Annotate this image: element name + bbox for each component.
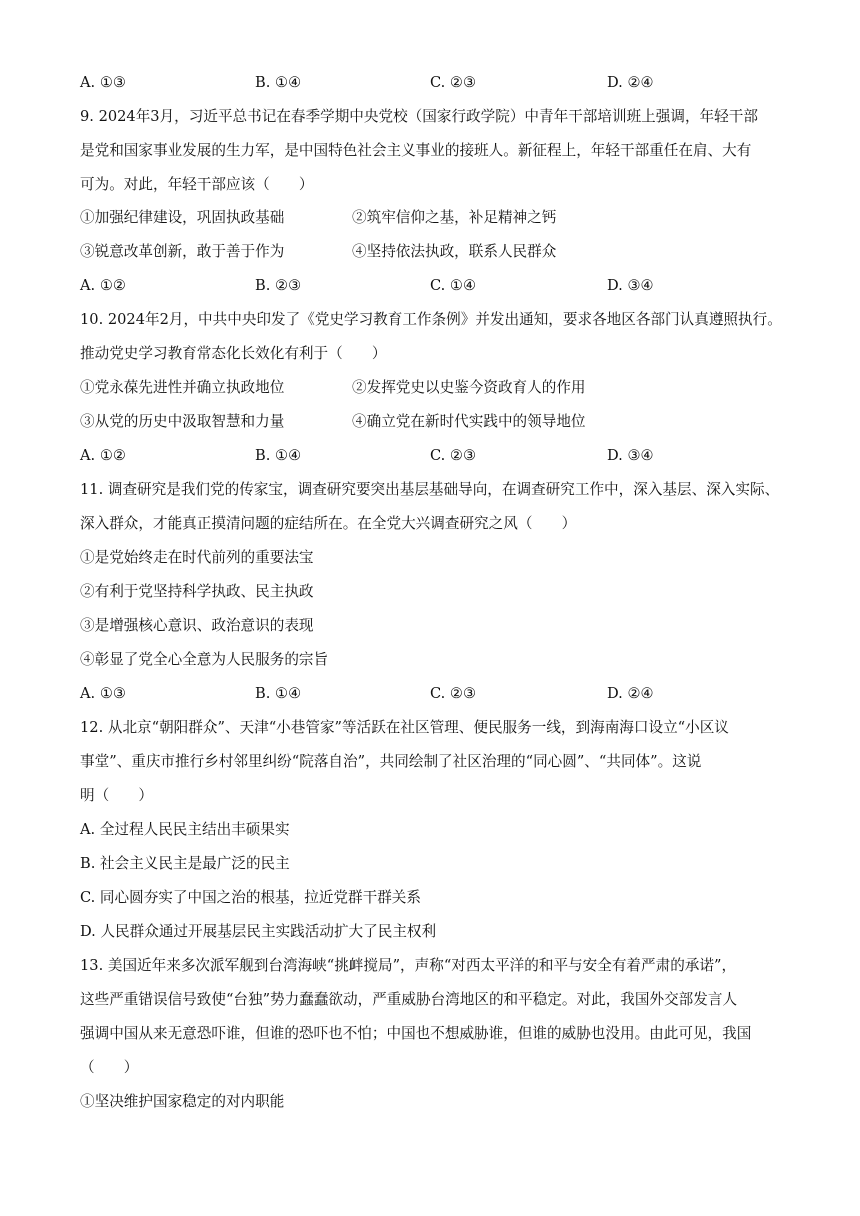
q10-choice-3: ③从党的历史中汲取智慧和力量: [80, 413, 285, 430]
q12-option-b[interactable]: B. 社会主义民主是最广泛的民主: [80, 855, 290, 872]
q8-option-d[interactable]: D. ②④: [607, 74, 654, 91]
q11-choice-1: ①是党始终走在时代前列的重要法宝: [80, 549, 314, 566]
q10-choice-2: ②发挥党史以史鉴今资政育人的作用: [352, 379, 586, 396]
q12-option-a[interactable]: A. 全过程人民民主结出丰硕果实: [80, 821, 290, 838]
q9-stem-line-2: 是党和国家事业发展的生力军，是中国特色社会主义事业的接班人。新征程上，年轻干部重任在肩、大有: [80, 142, 752, 159]
q9-option-d[interactable]: D. ③④: [607, 277, 654, 294]
q10-stem-line-2: 推动党史学习教育常态化长效化有利于（ ）: [80, 345, 387, 362]
q10-stem-line-1: 10. 2024年2月，中共中央印发了《党史学习教育工作条例》并发出通知，要求各地区各部门认真遵照执行。: [80, 311, 782, 328]
q11-choice-3: ③是增强核心意识、政治意识的表现: [80, 617, 314, 634]
q12-option-c[interactable]: C. 同心圆夯实了中国之治的根基，拉近党群干群关系: [80, 889, 421, 906]
q8-option-b[interactable]: B. ①④: [255, 74, 302, 91]
q12-stem-line-3: 明（ ）: [80, 787, 153, 804]
q9-choice-3: ③锐意改革创新，敢于善于作为: [80, 243, 285, 260]
q13-stem-line-3: 强调中国从来无意恐吓谁，但谁的恐吓也不怕；中国也不想威胁谁，但谁的威胁也没用。由此可见，我国: [80, 1025, 752, 1042]
q11-stem-line-2: 深入群众，才能真正摸清问题的症结所在。在全党大兴调查研究之风（ ）: [80, 515, 577, 532]
q9-choice-2: ②筑牢信仰之基，补足精神之钙: [352, 209, 557, 226]
q11-choice-2: ②有利于党坚持科学执政、民主执政: [80, 583, 314, 600]
q11-option-a[interactable]: A. ①③: [80, 685, 126, 702]
q11-stem-line-1: 11. 调查研究是我们党的传家宝，调查研究要突出基层基础导向，在调查研究工作中，深入基层、深入实际、: [80, 481, 780, 498]
q10-option-a[interactable]: A. ①②: [80, 447, 126, 464]
q9-stem-line-1: 9. 2024年3月，习近平总书记在春季学期中央党校（国家行政学院）中青年干部培训班上强调，年轻干部: [80, 108, 758, 125]
q9-choice-1: ①加强纪律建设，巩固执政基础: [80, 209, 285, 226]
q9-choice-4: ④坚持依法执政，联系人民群众: [352, 243, 557, 260]
q9-stem-line-3: 可为。对此，年轻干部应该（ ）: [80, 176, 314, 193]
q10-choice-4: ④确立党在新时代实践中的领导地位: [352, 413, 586, 430]
q12-stem-line-2: 事堂”、重庆市推行乡村邻里纠纷“院落自治”，共同绘制了社区治理的“同心圆”、“共同体”。这说: [80, 753, 702, 770]
q13-stem-line-4: （ ）: [80, 1059, 139, 1076]
q9-option-c[interactable]: C. ①④: [430, 277, 477, 294]
q12-option-d[interactable]: D. 人民群众通过开展基层民主实践活动扩大了民主权利: [80, 923, 437, 940]
q8-option-c[interactable]: C. ②③: [430, 74, 477, 91]
q13-choice-1: ①坚决维护国家稳定的对内职能: [80, 1093, 285, 1110]
q12-stem-line-1: 12. 从北京“朝阳群众”、天津“小巷管家”等活跃在社区管理、便民服务一线，到海南海口设立“小区议: [80, 719, 729, 736]
q11-option-c[interactable]: C. ②③: [430, 685, 477, 702]
q13-stem-line-1: 13. 美国近年来多次派军舰到台湾海峡“挑衅搅局”，声称“对西太平洋的和平与安全有着严肃的承诺”，: [80, 957, 737, 974]
q10-option-d[interactable]: D. ③④: [607, 447, 654, 464]
q9-option-b[interactable]: B. ②③: [255, 277, 302, 294]
q11-choice-4: ④彰显了党全心全意为人民服务的宗旨: [80, 651, 329, 668]
q10-option-c[interactable]: C. ②③: [430, 447, 477, 464]
q13-stem-line-2: 这些严重错误信号致使“台独”势力蠢蠢欲动，严重威胁台湾地区的和平稳定。对此，我国外交部发言人: [80, 991, 738, 1008]
q11-option-b[interactable]: B. ①④: [255, 685, 302, 702]
q10-choice-1: ①党永葆先进性并确立执政地位: [80, 379, 285, 396]
q10-option-b[interactable]: B. ①④: [255, 447, 302, 464]
q9-option-a[interactable]: A. ①②: [80, 277, 126, 294]
q11-option-d[interactable]: D. ②④: [607, 685, 654, 702]
q8-option-a[interactable]: A. ①③: [80, 74, 126, 91]
